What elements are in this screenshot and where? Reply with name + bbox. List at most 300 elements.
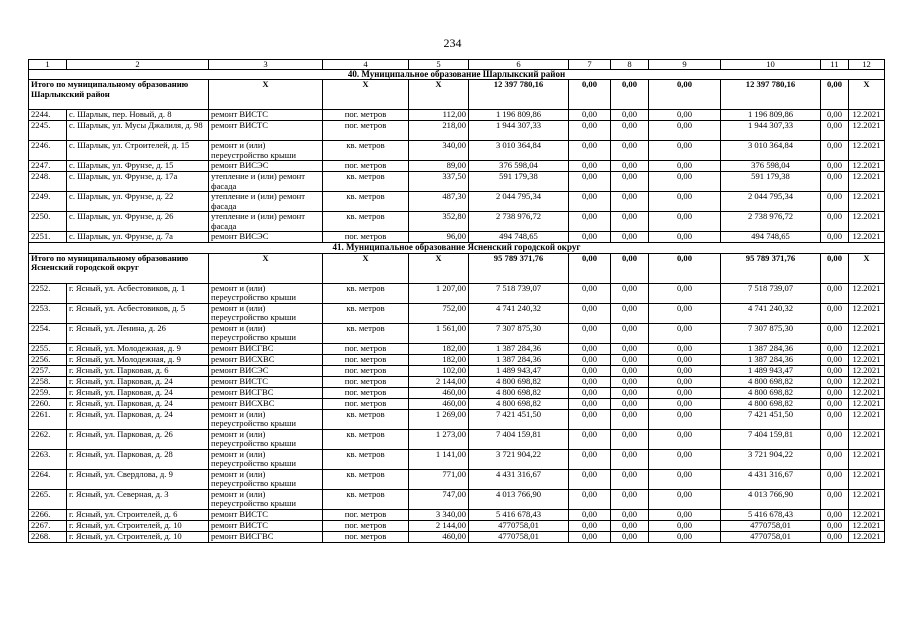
table-cell: 352,80 <box>409 212 469 232</box>
table-cell: 12.2021 <box>849 489 885 509</box>
table-cell: 5 416 678,43 <box>721 509 821 520</box>
table-cell: 1 387 284,36 <box>721 354 821 365</box>
table-cell: 0,00 <box>569 509 611 520</box>
table-cell: 0,00 <box>821 398 849 409</box>
table-cell: утепление и (или) ремонт фасада <box>209 172 323 192</box>
table-cell: 2253. <box>29 303 67 323</box>
total-cell: 12 397 780,16 <box>721 80 821 110</box>
table-cell: 0,00 <box>821 110 849 121</box>
table-cell: 1 489 943,47 <box>469 365 569 376</box>
table-cell: 0,00 <box>821 376 849 387</box>
table-cell: 0,00 <box>821 343 849 354</box>
table-cell: 0,00 <box>649 141 721 161</box>
table-cell: 0,00 <box>569 161 611 172</box>
table-cell: кв. метров <box>323 172 409 192</box>
table-cell: 2261. <box>29 409 67 429</box>
table-cell: 89,00 <box>409 161 469 172</box>
table-cell: 12.2021 <box>849 469 885 489</box>
total-cell: 0,00 <box>649 253 721 283</box>
table-cell: 5 416 678,43 <box>469 509 569 520</box>
table-cell: 0,00 <box>649 409 721 429</box>
table-cell: 7 421 451,50 <box>721 409 821 429</box>
total-cell: 0,00 <box>569 80 611 110</box>
total-cell: X <box>849 80 885 110</box>
table-cell: ремонт и (или) переустройство крыши <box>209 449 323 469</box>
table-cell: ремонт ВИСЭС <box>209 161 323 172</box>
table-cell: 7 518 739,07 <box>469 283 569 303</box>
column-number-cell: 5 <box>409 60 469 70</box>
table-cell: ремонт и (или) переустройство крыши <box>209 303 323 323</box>
table-cell: 2262. <box>29 429 67 449</box>
table-row <box>29 161 885 172</box>
table-cell: г. Ясный, ул. Молодежная, д. 9 <box>67 354 209 365</box>
table-cell: 1 269,00 <box>409 409 469 429</box>
table-row <box>29 531 885 542</box>
table-cell: 0,00 <box>611 323 649 343</box>
table-cell: 0,00 <box>569 141 611 161</box>
table-cell: 12.2021 <box>849 398 885 409</box>
column-number-cell: 2 <box>67 60 209 70</box>
table-cell: 4 800 698,82 <box>721 398 821 409</box>
table-cell: 4 741 240,32 <box>721 303 821 323</box>
table-cell: 12.2021 <box>849 409 885 429</box>
table-cell: 12.2021 <box>849 110 885 121</box>
table-cell: 0,00 <box>821 232 849 243</box>
table-cell: 0,00 <box>821 172 849 192</box>
table-cell: с. Шарлык, ул. Фрунзе, д. 26 <box>67 212 209 232</box>
table-cell: 4 800 698,82 <box>721 387 821 398</box>
table-cell: 1 273,00 <box>409 429 469 449</box>
table-cell: 2263. <box>29 449 67 469</box>
table-row <box>29 110 885 121</box>
table-row <box>29 509 885 520</box>
table-cell: ремонт ВИСТС <box>209 520 323 531</box>
table-cell: пог. метров <box>323 354 409 365</box>
table-cell: 0,00 <box>649 323 721 343</box>
column-number-cell: 9 <box>649 60 721 70</box>
table-cell: 3 010 364,84 <box>721 141 821 161</box>
table-cell: 0,00 <box>611 303 649 323</box>
table-cell: г. Ясный, ул. Парковая, д. 6 <box>67 365 209 376</box>
table-cell: ремонт ВИСТС <box>209 376 323 387</box>
table-cell: 0,00 <box>569 172 611 192</box>
section-total-row <box>29 253 885 283</box>
table-cell: 0,00 <box>649 387 721 398</box>
total-cell: 95 789 371,76 <box>721 253 821 283</box>
table-cell: 0,00 <box>649 398 721 409</box>
total-cell: X <box>409 80 469 110</box>
table-cell: ремонт и (или) переустройство крыши <box>209 469 323 489</box>
total-cell: 0,00 <box>821 253 849 283</box>
table-cell: пог. метров <box>323 509 409 520</box>
table-cell: 0,00 <box>569 469 611 489</box>
table-cell: 12.2021 <box>849 141 885 161</box>
table-cell: 4 431 316,67 <box>469 469 569 489</box>
table-cell: 0,00 <box>611 161 649 172</box>
table-cell: 12.2021 <box>849 531 885 542</box>
table-cell: 2256. <box>29 354 67 365</box>
section-title-row <box>29 70 885 80</box>
repair-program-table <box>28 59 885 543</box>
column-number-cell: 1 <box>29 60 67 70</box>
table-cell: кв. метров <box>323 469 409 489</box>
table-cell: 0,00 <box>611 192 649 212</box>
table-cell: 4 800 698,82 <box>469 376 569 387</box>
table-cell: 0,00 <box>569 212 611 232</box>
table-cell: г. Ясный, ул. Асбестовиков, д. 5 <box>67 303 209 323</box>
table-cell: пог. метров <box>323 365 409 376</box>
table-cell: 12.2021 <box>849 212 885 232</box>
table-row <box>29 121 885 141</box>
table-cell: 218,00 <box>409 121 469 141</box>
table-cell: 2259. <box>29 387 67 398</box>
table-cell: 3 721 904,22 <box>469 449 569 469</box>
table-cell: 0,00 <box>569 489 611 509</box>
total-cell: X <box>209 253 323 283</box>
table-cell: 0,00 <box>611 343 649 354</box>
table-cell: 0,00 <box>821 449 849 469</box>
table-cell: г. Ясный, ул. Парковая, д. 24 <box>67 398 209 409</box>
table-cell: 1 489 943,47 <box>721 365 821 376</box>
table-cell: г. Ясный, ул. Молодежная, д. 9 <box>67 343 209 354</box>
table-row <box>29 192 885 212</box>
table-cell: кв. метров <box>323 192 409 212</box>
table-cell: 591 179,38 <box>721 172 821 192</box>
table-cell: ремонт и (или) переустройство крыши <box>209 323 323 343</box>
table-row <box>29 323 885 343</box>
table-cell: 0,00 <box>611 398 649 409</box>
table-cell: 7 404 159,81 <box>721 429 821 449</box>
table-row <box>29 469 885 489</box>
table-cell: 0,00 <box>569 354 611 365</box>
table-cell: кв. метров <box>323 323 409 343</box>
table-cell: 4 741 240,32 <box>469 303 569 323</box>
table-cell: 0,00 <box>611 520 649 531</box>
page-number: 234 <box>443 36 462 50</box>
table-cell: с. Шарлык, ул. Фрунзе, д. 22 <box>67 192 209 212</box>
table-cell: 182,00 <box>409 354 469 365</box>
table-cell: 0,00 <box>649 469 721 489</box>
table-cell: 4770758,01 <box>469 531 569 542</box>
table-cell: 1 196 809,86 <box>721 110 821 121</box>
table-cell: 2258. <box>29 376 67 387</box>
table-row <box>29 172 885 192</box>
total-label: Итого по муниципальному образованию Шарлыкский район <box>29 80 209 110</box>
table-cell: 0,00 <box>569 283 611 303</box>
table-cell: 376 598,04 <box>469 161 569 172</box>
table-cell: 0,00 <box>611 212 649 232</box>
table-cell: 494 748,65 <box>469 232 569 243</box>
table-cell: 2260. <box>29 398 67 409</box>
table-row <box>29 387 885 398</box>
table-cell: 494 748,65 <box>721 232 821 243</box>
table-cell: 0,00 <box>649 161 721 172</box>
table-cell: 591 179,38 <box>469 172 569 192</box>
table-row <box>29 449 885 469</box>
table-cell: 0,00 <box>821 531 849 542</box>
table-cell: пог. метров <box>323 398 409 409</box>
column-number-cell: 12 <box>849 60 885 70</box>
table-cell: 2 044 795,34 <box>721 192 821 212</box>
table-cell: с. Шарлык, ул. Фрунзе, д. 7а <box>67 232 209 243</box>
table-cell: 0,00 <box>569 429 611 449</box>
table-cell: 0,00 <box>649 192 721 212</box>
table-cell: 0,00 <box>611 232 649 243</box>
table-cell: 4 800 698,82 <box>469 387 569 398</box>
table-cell: пог. метров <box>323 387 409 398</box>
table-cell: кв. метров <box>323 429 409 449</box>
table-cell: 2 144,00 <box>409 520 469 531</box>
table-cell: ремонт ВИСГВС <box>209 531 323 542</box>
table-cell: ремонт ВИСТС <box>209 509 323 520</box>
table-cell: ремонт ВИСГВС <box>209 387 323 398</box>
table-cell: ремонт и (или) переустройство крыши <box>209 489 323 509</box>
table-cell: 0,00 <box>569 531 611 542</box>
table-cell: 96,00 <box>409 232 469 243</box>
table-cell: 12.2021 <box>849 323 885 343</box>
total-cell: X <box>849 253 885 283</box>
table-cell: 12.2021 <box>849 172 885 192</box>
total-label: Итого по муниципальному образованию Ясненский городской округ <box>29 253 209 283</box>
table-cell: 0,00 <box>821 192 849 212</box>
table-cell: 0,00 <box>569 323 611 343</box>
column-number-cell: 10 <box>721 60 821 70</box>
table-cell: 0,00 <box>821 429 849 449</box>
table-cell: 0,00 <box>821 283 849 303</box>
table-cell: 12.2021 <box>849 121 885 141</box>
table-cell: 1 387 284,36 <box>469 354 569 365</box>
table-cell: 0,00 <box>821 161 849 172</box>
table-cell: 460,00 <box>409 398 469 409</box>
table-cell: 0,00 <box>649 212 721 232</box>
table-cell: 1 207,00 <box>409 283 469 303</box>
table-row <box>29 283 885 303</box>
table-cell: 12.2021 <box>849 376 885 387</box>
section-total-row <box>29 80 885 110</box>
table-cell: 0,00 <box>821 212 849 232</box>
table-cell: 0,00 <box>611 509 649 520</box>
table-cell: 0,00 <box>611 429 649 449</box>
section-title-row <box>29 243 885 253</box>
column-number-cell: 6 <box>469 60 569 70</box>
section-title: 41. Муниципальное образование Ясненский городской округ <box>29 243 885 253</box>
table-cell: ремонт ВИСХВС <box>209 354 323 365</box>
table-cell: 182,00 <box>409 343 469 354</box>
table-row <box>29 398 885 409</box>
table-row <box>29 429 885 449</box>
table-cell: 1 944 307,33 <box>721 121 821 141</box>
total-cell: X <box>323 253 409 283</box>
table-cell: 2246. <box>29 141 67 161</box>
table-cell: 0,00 <box>649 121 721 141</box>
total-cell: 0,00 <box>611 80 649 110</box>
total-cell: X <box>409 253 469 283</box>
table-cell: 4 800 698,82 <box>469 398 569 409</box>
table-cell: 0,00 <box>649 343 721 354</box>
table-cell: ремонт ВИСЭС <box>209 365 323 376</box>
table-cell: 2266. <box>29 509 67 520</box>
table-cell: 0,00 <box>611 489 649 509</box>
table-cell: ремонт ВИСТС <box>209 110 323 121</box>
table-cell: ремонт ВИСТС <box>209 121 323 141</box>
table-cell: 7 421 451,50 <box>469 409 569 429</box>
table-cell: 12.2021 <box>849 303 885 323</box>
table-cell: 747,00 <box>409 489 469 509</box>
total-cell: 0,00 <box>649 80 721 110</box>
table-cell: 12.2021 <box>849 387 885 398</box>
table-cell: 3 340,00 <box>409 509 469 520</box>
table-cell: 2252. <box>29 283 67 303</box>
table-cell: 3 010 364,84 <box>469 141 569 161</box>
table-cell: ремонт ВИСГВС <box>209 343 323 354</box>
table-cell: 12.2021 <box>849 192 885 212</box>
table-cell: 12.2021 <box>849 343 885 354</box>
table-cell: 4 800 698,82 <box>721 376 821 387</box>
table-cell: кв. метров <box>323 141 409 161</box>
table-cell: г. Ясный, ул. Северная, д. 3 <box>67 489 209 509</box>
table-cell: 0,00 <box>611 121 649 141</box>
table-row <box>29 303 885 323</box>
table-cell: 1 944 307,33 <box>469 121 569 141</box>
table-cell: 2 738 976,72 <box>721 212 821 232</box>
table-cell: ремонт ВИСХВС <box>209 398 323 409</box>
table-cell: 2250. <box>29 212 67 232</box>
table-cell: кв. метров <box>323 283 409 303</box>
table-cell: пог. метров <box>323 520 409 531</box>
table-cell: с. Шарлык, пер. Новый, д. 8 <box>67 110 209 121</box>
table-cell: 0,00 <box>821 323 849 343</box>
table-cell: 0,00 <box>611 283 649 303</box>
table-cell: 2254. <box>29 323 67 343</box>
table-cell: 2251. <box>29 232 67 243</box>
table-cell: 752,00 <box>409 303 469 323</box>
table-cell: г. Ясный, ул. Ленина, д. 26 <box>67 323 209 343</box>
table-cell: 112,00 <box>409 110 469 121</box>
table-row <box>29 376 885 387</box>
table-cell: 3 721 904,22 <box>721 449 821 469</box>
table-cell: 0,00 <box>821 387 849 398</box>
table-cell: 2 738 976,72 <box>469 212 569 232</box>
table-cell: 0,00 <box>611 387 649 398</box>
table-cell: 340,00 <box>409 141 469 161</box>
table-cell: 12.2021 <box>849 283 885 303</box>
table-cell: с. Шарлык, ул. Фрунзе, д. 15 <box>67 161 209 172</box>
table-cell: 2249. <box>29 192 67 212</box>
table-cell: г. Ясный, ул. Асбестовиков, д. 1 <box>67 283 209 303</box>
table-cell: пог. метров <box>323 161 409 172</box>
table-cell: 12.2021 <box>849 449 885 469</box>
table-cell: 2 044 795,34 <box>469 192 569 212</box>
table-cell: 2257. <box>29 365 67 376</box>
table-cell: 0,00 <box>649 303 721 323</box>
table-cell: 376 598,04 <box>721 161 821 172</box>
table-cell: ремонт и (или) переустройство крыши <box>209 141 323 161</box>
table-row <box>29 354 885 365</box>
table-cell: 460,00 <box>409 531 469 542</box>
table-cell: 1 141,00 <box>409 449 469 469</box>
table-cell: 0,00 <box>649 283 721 303</box>
table-cell: г. Ясный, ул. Строителей, д. 10 <box>67 531 209 542</box>
table-cell: 12.2021 <box>849 509 885 520</box>
table-cell: ремонт ВИСЭС <box>209 232 323 243</box>
table-cell: 12.2021 <box>849 520 885 531</box>
column-number-cell: 8 <box>611 60 649 70</box>
table-cell: 0,00 <box>821 489 849 509</box>
column-number-cell: 7 <box>569 60 611 70</box>
table-cell: 0,00 <box>569 398 611 409</box>
table-row <box>29 343 885 354</box>
table-cell: 0,00 <box>821 141 849 161</box>
table-cell: 0,00 <box>569 232 611 243</box>
table-cell: 0,00 <box>821 520 849 531</box>
table-cell: утепление и (или) ремонт фасада <box>209 212 323 232</box>
table-cell: 12.2021 <box>849 354 885 365</box>
section-title: 40. Муниципальное образование Шарлыкский район <box>29 70 885 80</box>
table-cell: пог. метров <box>323 121 409 141</box>
table-cell: 7 404 159,81 <box>469 429 569 449</box>
table-cell: 0,00 <box>611 409 649 429</box>
table-cell: ремонт и (или) переустройство крыши <box>209 283 323 303</box>
table-cell: 0,00 <box>569 121 611 141</box>
table-cell: г. Ясный, ул. Свердлова, д. 9 <box>67 469 209 489</box>
table-cell: 2 144,00 <box>409 376 469 387</box>
table-row <box>29 365 885 376</box>
table-cell: 460,00 <box>409 387 469 398</box>
table-cell: пог. метров <box>323 531 409 542</box>
table-row <box>29 232 885 243</box>
table-cell: 0,00 <box>611 376 649 387</box>
table-cell: г. Ясный, ул. Парковая, д. 26 <box>67 429 209 449</box>
table-cell: 337,50 <box>409 172 469 192</box>
table-cell: 12.2021 <box>849 365 885 376</box>
table-row <box>29 489 885 509</box>
table-cell: 0,00 <box>569 387 611 398</box>
table-cell: 0,00 <box>821 354 849 365</box>
table-cell: 0,00 <box>611 469 649 489</box>
table-cell: 0,00 <box>611 110 649 121</box>
table-cell: 12.2021 <box>849 232 885 243</box>
table-cell: 0,00 <box>569 192 611 212</box>
table-cell: утепление и (или) ремонт фасада <box>209 192 323 212</box>
table-cell: 0,00 <box>649 531 721 542</box>
table-cell: 0,00 <box>569 343 611 354</box>
table-cell: 0,00 <box>649 429 721 449</box>
table-cell: 0,00 <box>649 232 721 243</box>
table-cell: кв. метров <box>323 449 409 469</box>
table-cell: 1 387 284,36 <box>721 343 821 354</box>
total-cell: X <box>323 80 409 110</box>
table-cell: ремонт и (или) переустройство крыши <box>209 409 323 429</box>
table-cell: 0,00 <box>821 409 849 429</box>
total-cell: 0,00 <box>569 253 611 283</box>
table-cell: 7 307 875,30 <box>721 323 821 343</box>
table-cell: 0,00 <box>569 110 611 121</box>
table-cell: 0,00 <box>611 354 649 365</box>
table-cell: кв. метров <box>323 489 409 509</box>
table-cell: 4 013 766,90 <box>469 489 569 509</box>
table-cell: 2244. <box>29 110 67 121</box>
table-cell: 2255. <box>29 343 67 354</box>
table-cell: 7 518 739,07 <box>721 283 821 303</box>
table-cell: с. Шарлык, ул. Фрунзе, д. 17а <box>67 172 209 192</box>
column-number-cell: 4 <box>323 60 409 70</box>
table-cell: 0,00 <box>569 409 611 429</box>
table-cell: 1 387 284,36 <box>469 343 569 354</box>
table-cell: кв. метров <box>323 409 409 429</box>
table-cell: 1 196 809,86 <box>469 110 569 121</box>
table-cell: 4770758,01 <box>469 520 569 531</box>
table-cell: 0,00 <box>649 509 721 520</box>
